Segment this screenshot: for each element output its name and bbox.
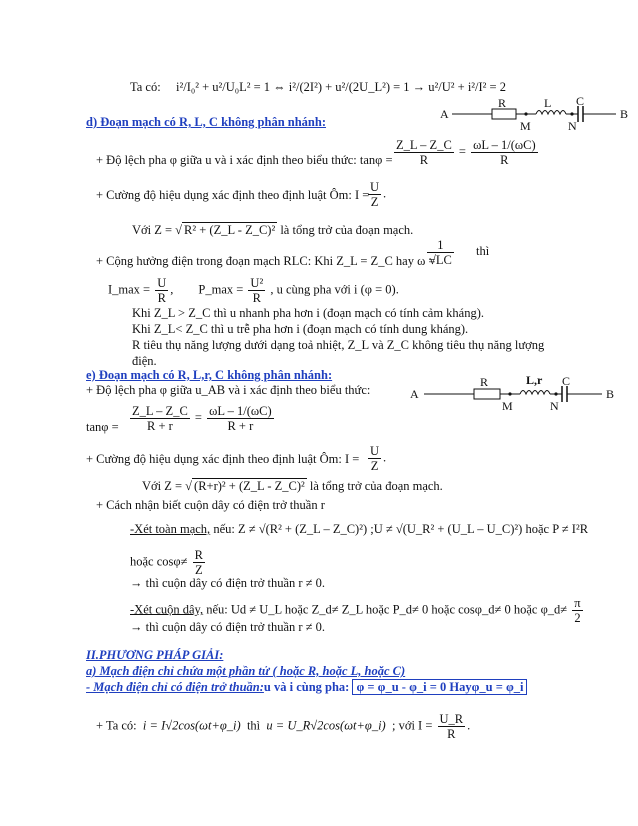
section-ii-a-heading: a) Mạch điện chỉ chứa một phần tử ( hoặc R, hoặc L, hoặc C) bbox=[86, 664, 406, 678]
node-m2-label: M bbox=[502, 399, 513, 412]
resistor-r bbox=[492, 109, 516, 119]
tan-fraction-1 bbox=[392, 138, 540, 167]
ohm-fraction: $\frac{U}{Z}$ . bbox=[370, 180, 387, 209]
resonance-text: + Cộng hưởng điện trong đoạn mạch RLC: Khi Z_L = Z_C hay ω = bbox=[96, 254, 436, 268]
resistor-only-line: - Mạch điện chỉ có điện trở thuần:u và i cùng pha: φ = φ_u - φ_i = 0 Hayφ_u = φ_i bbox=[86, 680, 527, 695]
phase-box: φ = φ_u - φ_i = 0 Hayφ_u = φ_i bbox=[352, 679, 527, 695]
tan-eq: = bbox=[458, 144, 466, 159]
node-m-label: M bbox=[520, 119, 531, 132]
energy-note: R tiêu thụ năng lượng dưới dạng toả nhiệt, Z_L và Z_C không tiêu thụ năng lượng bbox=[132, 338, 545, 352]
ohm-fraction-e: $\frac{U}{Z}$ . bbox=[370, 444, 387, 473]
inductor-label: L bbox=[544, 96, 552, 110]
resistor-r2 bbox=[474, 389, 500, 399]
resistor2-label: R bbox=[480, 375, 489, 389]
capacitive-case: Khi Z_L< Z_C thì u trễ pha hơn i (đoạn mạch có tính dung kháng). bbox=[132, 322, 469, 336]
inductor-lr bbox=[520, 391, 550, 395]
tan-den-2: R bbox=[500, 153, 509, 167]
imax-pmax-line: I_max = $\frac{U}{R}$ , P_max = $\frac{\text{U²}}{R}$ , u cùng pha với i (φ = 0). bbox=[108, 276, 399, 305]
tan-den-1: R bbox=[419, 153, 429, 167]
node-a2-label: A bbox=[410, 387, 419, 401]
inductive-case: Khi Z_L > Z_C thì u nhanh pha hơn i (đoạn mạch có tính cảm kháng). bbox=[132, 306, 485, 320]
impedance-line: Với Z = √ R² + (Z_L - Z_C)² là tổng trở của đoạn mạch. bbox=[132, 223, 414, 237]
tan-num-1: Z_L – Z_C bbox=[396, 138, 452, 152]
capacitor-label: C bbox=[576, 96, 585, 108]
resonance-then: thì bbox=[476, 244, 490, 258]
tan-fraction-e: $\frac{Z\_L - Z\_C}{R + r}$ = $\frac{\omega L - 1/(\omega C)}{R + r}$ bbox=[132, 404, 272, 433]
node-a-label: A bbox=[440, 107, 449, 121]
section-ii-heading: II.PHƯƠNG PHÁP GIẢI: bbox=[86, 648, 224, 662]
inductor2-label: L,r bbox=[526, 373, 543, 387]
section-d-heading: d) Đoạn mạch có R, L, C không phân nhánh: bbox=[86, 115, 327, 129]
resonance-fraction: $\frac{1}{√LC}$ bbox=[429, 238, 452, 267]
whole-circuit-check: -Xét toàn mạch, nếu: Z ≠ √(R² + (Z_L – Z_C)²) ;U ≠ √(U_R² + (U_L – U_C)²) hoặc P ≠ I²R bbox=[130, 522, 589, 536]
section-e-heading: e) Đoạn mạch có R, L,r, C không phân nhánh: bbox=[86, 368, 333, 382]
impedance-root-e: (R+r)² + (Z_L - Z_C)² bbox=[194, 479, 305, 493]
circuit-diagram-rlc bbox=[440, 96, 630, 132]
intro-label: Ta có: bbox=[130, 80, 161, 94]
phase-shift-ab-text: + Độ lệch pha φ giữa u_AB và i xác định theo biểu thức: bbox=[86, 383, 371, 397]
energy-note-end: điện. bbox=[132, 354, 157, 368]
capacitor2-label: C bbox=[562, 374, 571, 388]
conclusion-2: → thì cuộn dây có điện trở thuần r ≠ 0. bbox=[130, 620, 326, 634]
impedance-line-e: Với Z = √ (R+r)² + (Z_L - Z_C)² là tổng trở của đoạn mạch. bbox=[142, 479, 443, 493]
tan-num-2: ωL – 1/(ωC) bbox=[473, 138, 536, 152]
tan-label-e: tanφ = bbox=[86, 420, 119, 434]
conclusion-1: → thì cuộn dây có điện trở thuần r ≠ 0. bbox=[130, 576, 326, 590]
impedance-root: R² + (Z_L - Z_C)² bbox=[184, 223, 276, 237]
node-n-label: N bbox=[568, 119, 577, 132]
circuit-diagram-rlrc bbox=[410, 372, 630, 412]
ohm-law-text: + Cường độ hiệu dụng xác định theo định luật Ôm: I = bbox=[96, 188, 370, 202]
resistor-formula-line: + Ta có: i = I√2cos(ωt+φ_i) thì u = U_R√2cos(ωt+φ_i) ; với I = $\frac{U\_R}{R}$ . bbox=[96, 712, 471, 741]
node-n2-label: N bbox=[550, 399, 559, 412]
node-b-label: B bbox=[620, 107, 629, 121]
node-b2-label: B bbox=[606, 387, 615, 401]
ohm-law-text-e: + Cường độ hiệu dụng xác định theo định luật Ôm: I = bbox=[86, 452, 360, 466]
phase-shift-text: + Độ lệch pha φ giữa u và i xác định theo biểu thức: tanφ = bbox=[96, 153, 393, 167]
identify-coil-text: + Cách nhận biết cuộn dây có điện trở thuần r bbox=[96, 498, 325, 512]
cos-check: hoặc cosφ≠ $\frac{R}{Z}$ bbox=[130, 548, 203, 577]
inductor-l bbox=[536, 111, 566, 115]
resistor-label: R bbox=[498, 96, 507, 110]
coil-check: -Xét cuộn dây, nếu: Ud ≠ U_L hoặc Z_d≠ Z_L hoặc P_d≠ 0 hoặc cosφ_d≠ 0 hoặc φ_d≠ $\frac{\pi}{2}$ bbox=[130, 596, 581, 625]
identity-formula: i²/I₀² + u²/U₀L² = 1 ⇔ i²/(2I²) + u²/(2U_L²) = 1 → u²/U² + i²/I² = 2 bbox=[176, 80, 506, 94]
